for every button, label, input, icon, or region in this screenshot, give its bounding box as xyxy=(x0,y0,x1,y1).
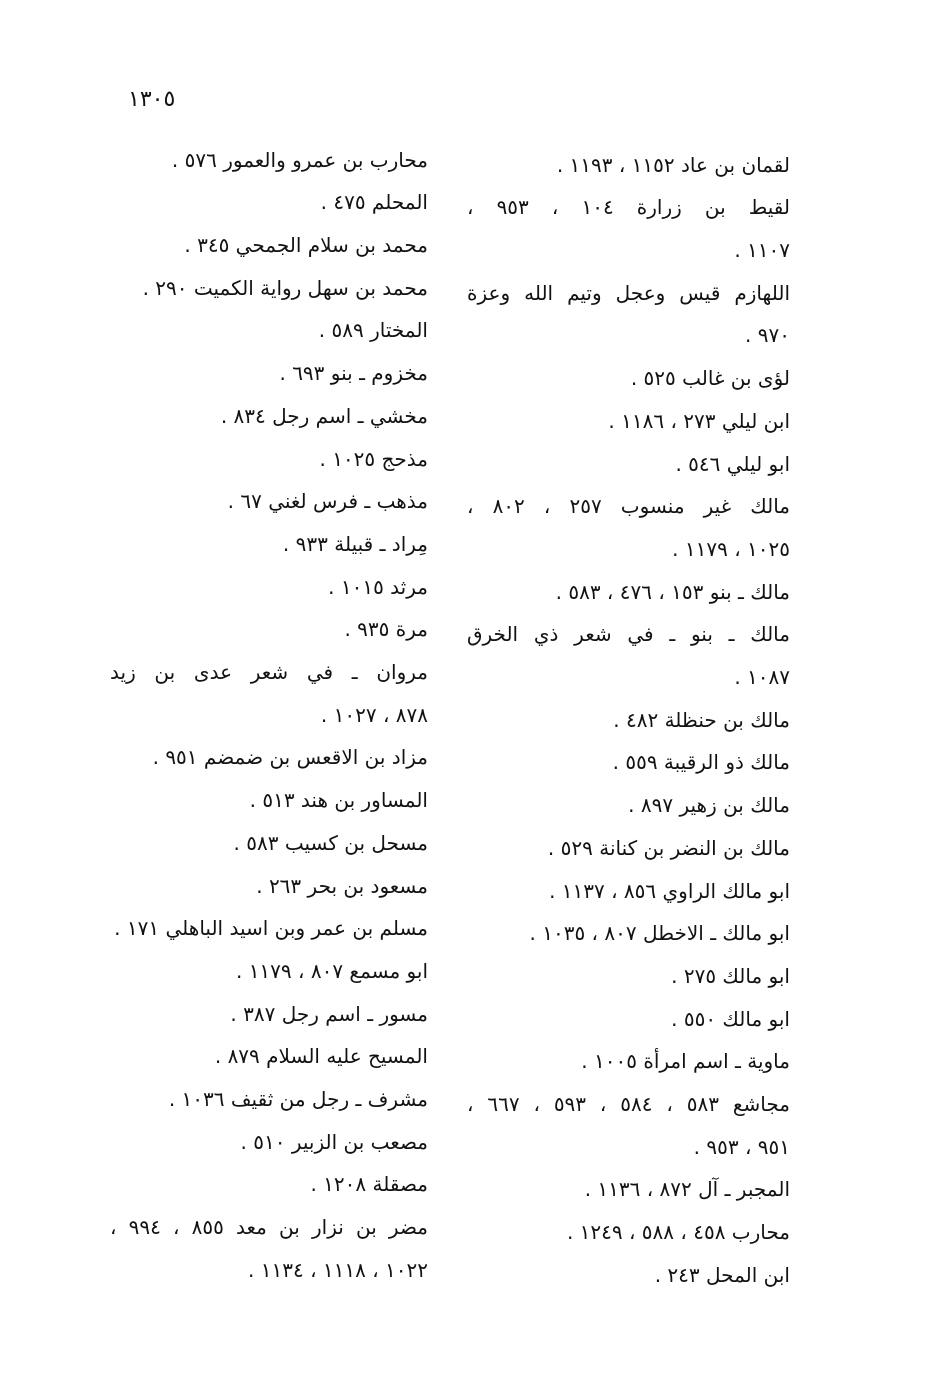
index-line: مالك ـ بنو ـ في شعر ذي الخرق xyxy=(467,622,790,647)
index-line: محمد بن سلام الجمحي ٣٤٥ . xyxy=(184,233,428,257)
index-line: المسيح عليه السلام ٨٧٩ . xyxy=(214,1044,428,1069)
index-line: ابن المحل ٢٤٣ . xyxy=(654,1262,790,1287)
index-line: مذحج ١٠٢٥ . xyxy=(319,446,428,471)
index-line: لقمان بن عاد ١١٥٢ ، ١١٩٣ . xyxy=(556,152,790,177)
index-line: مشرف ـ رجل من ثقيف ١٠٣٦ . xyxy=(168,1087,428,1112)
index-line: ابو ليلي ٥٤٦ . xyxy=(675,451,790,476)
index-line: مضر بن نزار بن معد ٨٥٥ ، ٩٩٤ ، xyxy=(110,1215,429,1240)
index-line: مسور ـ اسم رجل ٣٨٧ . xyxy=(230,1001,428,1026)
index-line: ابن ليلي ٢٧٣ ، ١١٨٦ . xyxy=(608,408,790,433)
index-line: مالك بن زهير ٨٩٧ . xyxy=(628,793,790,818)
index-line: مصعب بن الزبير ٥١٠ . xyxy=(240,1129,428,1154)
index-column-left xyxy=(110,139,428,1292)
index-line: مخزوم ـ بنو ٦٩٣ . xyxy=(279,361,428,386)
index-line: ٩٥١ ، ٩٥٣ . xyxy=(693,1134,790,1159)
index-line: مِراد ـ قبيلة ٩٣٣ . xyxy=(282,531,428,556)
index-line: ابو مالك الراوي ٨٥٦ ، ١١٣٧ . xyxy=(549,878,790,903)
index-line: مخشي ـ اسم رجل ٨٣٤ . xyxy=(220,403,428,428)
index-line: ٩٧٠ . xyxy=(745,323,790,348)
index-line: مالك غير منسوب ٢٥٧ ، ٨٠٢ ، xyxy=(467,494,791,519)
index-line: مصقلة ١٢٠٨ . xyxy=(310,1172,428,1197)
index-line: مجاشع ٥٨٣ ، ٥٨٤ ، ٥٩٣ ، ٦٦٧ ، xyxy=(467,1092,790,1117)
index-line: ١١٠٧ . xyxy=(734,238,790,262)
index-line: المجبر ـ آل ٨٧٢ ، ١١٣٦ . xyxy=(584,1177,790,1202)
index-line: اللهازم قيس وعجل وتيم الله وعزة xyxy=(467,280,790,305)
index-line: مالك ـ بنو ١٥٣ ، ٤٧٦ ، ٥٨٣ . xyxy=(555,579,790,604)
index-line: مسعود بن بحر ٢٦٣ . xyxy=(256,873,428,898)
index-line: ١٠٢٥ ، ١١٧٩ . xyxy=(672,536,790,561)
index-line: ابو مالك ـ الاخطل ٨٠٧ ، ١٠٣٥ . xyxy=(529,921,790,946)
index-line: لقيط بن زرارة ١٠٤ ، ٩٥٣ ، xyxy=(467,195,791,220)
index-line: مالك بن النضر بن كنانة ٥٢٩ . xyxy=(547,835,790,860)
index-line: مذهب ـ فرس لغني ٦٧ . xyxy=(227,489,428,514)
index-line: مسحل بن كسيب ٥٨٣ . xyxy=(233,830,428,855)
index-line: المحلم ٤٧٥ . xyxy=(320,190,428,215)
index-line: مروان ـ في شعر عدى بن زيد xyxy=(110,660,428,685)
index-line: محمد بن سهل رواية الكميت ٢٩٠ . xyxy=(142,275,428,300)
index-line: مرة ٩٣٥ . xyxy=(344,617,428,642)
page-number: ١٣٠٥ xyxy=(128,87,176,112)
index-line: ١٠٨٧ . xyxy=(734,665,790,690)
index-line: ماوية ـ اسم امرأة ١٠٠٥ . xyxy=(581,1049,790,1074)
index-line: مسلم بن عمر وبن اسيد الباهلي ١٧١ . xyxy=(114,916,428,941)
index-line: محارب ٤٥٨ ، ٥٨٨ ، ١٢٤٩ . xyxy=(566,1220,790,1245)
index-line: لؤى بن غالب ٥٢٥ . xyxy=(630,366,790,391)
index-line: مزاد بن الاقعس بن ضمضم ٩٥١ . xyxy=(152,745,428,770)
index-column-right xyxy=(467,144,790,1297)
index-line: ١٠٢٢ ، ١١١٨ ، ١١٣٤ . xyxy=(248,1257,428,1282)
index-line: ابو مالك ٥٥٠ . xyxy=(671,1006,790,1031)
index-line: مالك ذو الرقيبة ٥٥٩ . xyxy=(612,750,790,775)
index-line: المختار ٥٨٩ . xyxy=(318,318,428,343)
index-line: المساور بن هند ٥١٣ . xyxy=(249,788,428,813)
index-line: مرثد ١٠١٥ . xyxy=(328,574,428,599)
index-line: ابو مسمع ٨٠٧ ، ١١٧٩ . xyxy=(235,958,428,983)
index-line: ابو مالك ٢٧٥ . xyxy=(671,963,790,988)
index-line: ٨٧٨ ، ١٠٢٧ . xyxy=(320,702,428,727)
index-line: مالك بن حنظلة ٤٨٢ . xyxy=(613,707,790,732)
index-line: محارب بن عمرو والعمور ٥٧٦ . xyxy=(171,147,428,172)
